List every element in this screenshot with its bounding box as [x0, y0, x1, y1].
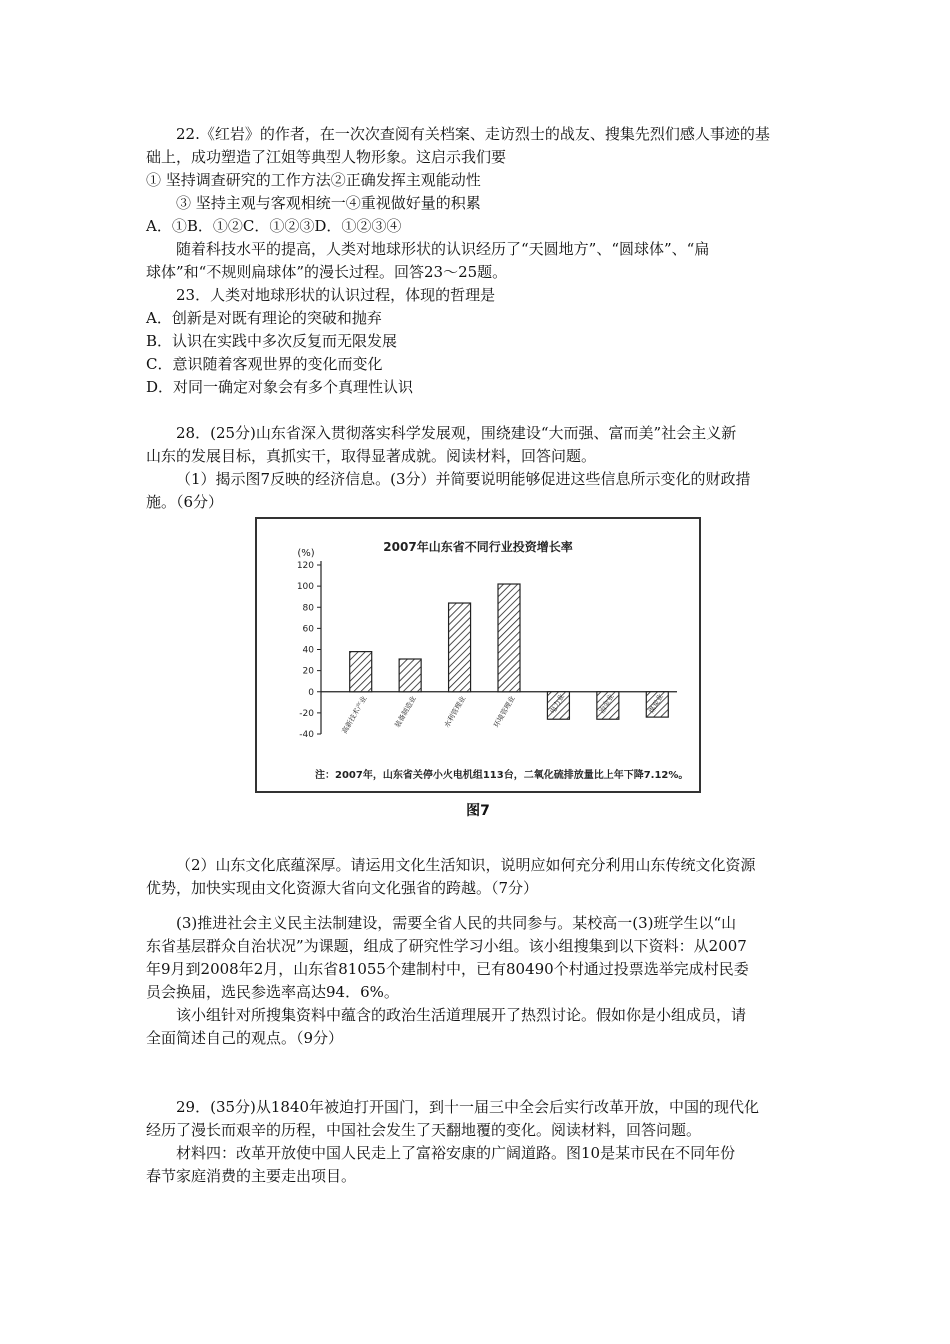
q29-stem-line1: 29．(35分)从1840年被迫打开国门，到十一届三中全会后实行改革开放，中国的现代化: [176, 1098, 760, 1116]
category-label: 装备制造业: [393, 694, 418, 730]
spacer: [146, 399, 810, 422]
q22-stem-line1: 22.《红岩》的作者，在一次次查阅有关档案、走访烈士的战友、搜集先烈们感人事迹的基: [176, 125, 770, 143]
chart-note: 注：2007年，山东省关停小火电机组113台，二氧化硫排放量比上年下降7.12%。: [315, 770, 689, 781]
q23-stem: 23．人类对地球形状的认识过程，体现的哲理是: [176, 286, 496, 304]
spacer: [146, 1050, 810, 1073]
intro-23-25-line2: 球体”和“不规则扁球体”的漫长过程。回答23～25题。: [146, 263, 508, 281]
figure-caption: 图7: [466, 803, 490, 819]
bar-高新技术产业: [350, 652, 372, 692]
q28-stem-line2: 山东的发展目标，真抓实干，取得显著成就。阅读材料，回答问题。: [146, 447, 597, 465]
q29-material4-line2: 春节家庭消费的主要走出项目。: [146, 1167, 357, 1185]
q23-option-d: D．对同一确定对象会有多个真理性认识: [146, 378, 414, 396]
q28-part3-line5: 该小组针对所搜集资料中蕴含的政治生活道理展开了热烈讨论。假如你是小组成员，请: [176, 1006, 747, 1024]
y-tick-label: 120: [296, 561, 314, 571]
q28-part3-line6: 全面简述自己的观点。（9分）: [146, 1029, 344, 1047]
y-tick-label: -40: [299, 730, 314, 740]
category-label: 环境管理业: [492, 694, 517, 730]
y-axis-label: (%): [297, 548, 315, 559]
q28-part1-line2: 施。（6分）: [146, 493, 224, 511]
q22-stem-line2: 础上，成功塑造了江姐等典型人物形象。这启示我们要: [146, 148, 507, 166]
q28-part2-line1: （2）山东文化底蕴深厚。请运用文化生活知识，说明应如何充分利用山东传统文化资源: [176, 856, 756, 874]
figure-7: [146, 514, 810, 854]
spacer: [146, 900, 810, 912]
category-label: 电力业: [548, 692, 567, 715]
category-label: 煤炭业: [647, 692, 666, 715]
y-tick-label: -20: [299, 708, 314, 719]
y-tick-label: 100: [296, 582, 314, 593]
bar-水利管理业: [449, 603, 471, 692]
bar-装备制造业: [399, 659, 421, 692]
q23-option-b: B．认识在实践中多次反复而无限发展: [146, 332, 398, 350]
y-tick-label: 80: [302, 603, 314, 614]
y-tick-label: 40: [302, 645, 314, 656]
document-page: [146, 123, 810, 1188]
q28-part3-line2: 东省基层群众自治状况”为课题，组成了研究性学习小组。该小组搜集到以下资料：从2007: [146, 937, 747, 955]
q28-stem-line1: 28．(25分)山东省深入贯彻落实科学发展观，围绕建设“大而强、富而美”社会主义新: [176, 424, 737, 442]
y-tick-label: 60: [302, 624, 314, 635]
category-label: 冶金业: [598, 692, 616, 715]
q22-choices: A．①B．①②C．①②③D．①②③④: [146, 217, 402, 235]
q28-part1-line1: （1）揭示图7反映的经济信息。(3分）并简要说明能够促进这些信息所示变化的财政措: [176, 470, 751, 488]
category-label: 水利管理业: [442, 694, 468, 730]
y-tick-label: 20: [302, 666, 314, 677]
q22-options-line2: ③ 坚持主观与客观相统一④重视做好量的积累: [176, 194, 481, 212]
bar-环境管理业: [498, 584, 520, 692]
spacer: [146, 1073, 810, 1096]
q23-option-c: C．意识随着客观世界的变化而变化: [146, 355, 383, 373]
q28-part3-line1: (3)推进社会主义民主法制建设，需要全省人民的共同参与。某校高一(3)班学生以“山: [176, 914, 737, 932]
y-tick-label: 0: [308, 687, 314, 698]
q22-options-line1: ① 坚持调查研究的工作方法②正确发挥主观能动性: [146, 171, 481, 189]
q29-material4-line1: 材料四：改革开放使中国人民走上了富裕安康的广阔道路。图10是某市民在不同年份: [176, 1144, 736, 1162]
q23-option-a: A．创新是对既有理论的突破和抛弃: [146, 309, 382, 327]
q28-part3-line4: 员会换届，选民参选率高达94．6%。: [146, 983, 399, 1001]
q29-stem-line2: 经历了漫长而艰辛的历程，中国社会发生了天翻地覆的变化。阅读材料，回答问题。: [146, 1121, 702, 1139]
q28-part3-line3: 年9月到2008年2月，山东省81055个建制村中，已有80490个村通过投票选举完成村民委: [146, 960, 749, 978]
intro-23-25-line1: 随着科技水平的提高，人类对地球形状的认识经历了“天圆地方”、“圆球体”、“扁: [176, 240, 710, 258]
investment-growth-chart: [257, 519, 699, 791]
q28-part2-line2: 优势，加快实现由文化资源大省向文化强省的跨越。（7分）: [146, 879, 539, 897]
chart-title: 2007年山东省不同行业投资增长率: [383, 540, 573, 554]
chart-frame: [255, 517, 701, 793]
category-label: 高新技术产业: [340, 694, 369, 736]
